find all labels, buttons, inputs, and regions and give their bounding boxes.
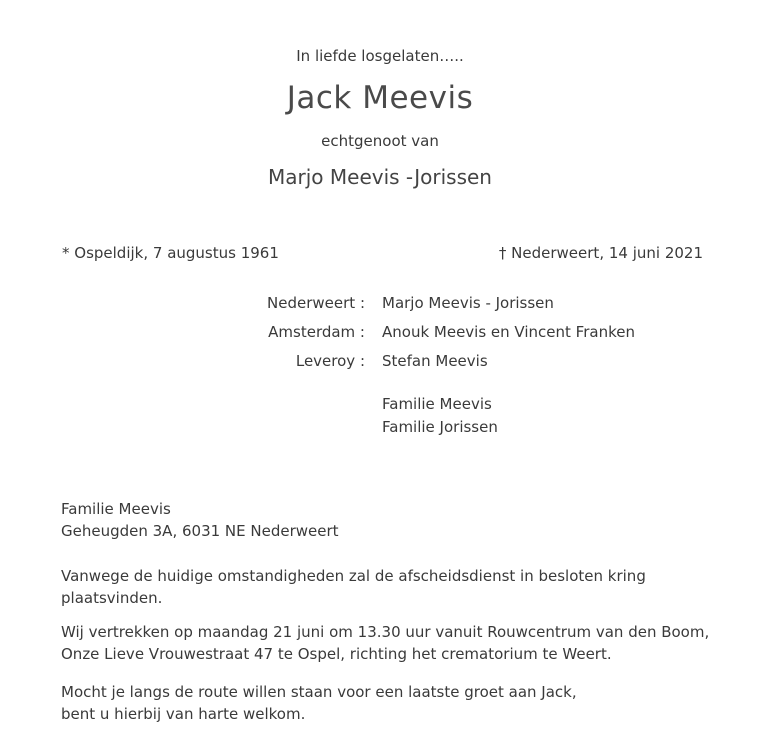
mourners-list (0, 294, 760, 381)
family-name: Familie Meevis (382, 395, 492, 413)
paragraph-line: Mocht je langs de route willen staan voor een laatste groet aan Jack, (61, 683, 577, 701)
mourner-place: Leveroy : (295, 352, 365, 370)
family-name: Familie Jorissen (382, 418, 498, 436)
correspondence-address (61, 498, 339, 542)
paragraph-line: plaatsvinden. (61, 589, 163, 607)
deceased-name: Jack Meevis (286, 80, 474, 116)
address-line: Familie Meevis (61, 500, 171, 518)
mourner-row (0, 323, 760, 352)
birth-info: * Ospeldijk, 7 augustus 1961 (62, 244, 279, 262)
departure-notice (61, 621, 721, 665)
paragraph-line: Vanwege de huidige omstandigheden zal de afscheidsdienst in besloten kring (61, 567, 646, 585)
mourner-row (0, 352, 760, 381)
spouse-name: Marjo Meevis -Jorissen (268, 165, 492, 189)
mourner-place: Nederweert : (267, 294, 365, 312)
mourner-row (0, 294, 760, 323)
paragraph-line: Onze Lieve Vrouwestraat 47 te Ospel, richting het crematorium te Weert. (61, 645, 612, 663)
paragraph-line: Wij vertrekken op maandag 21 juni om 13.30 uur vanuit Rouwcentrum van den Boom, (61, 623, 710, 641)
address-line: Geheugden 3A, 6031 NE Nederweert (61, 522, 339, 540)
mourner-names: Anouk Meevis en Vincent Franken (382, 323, 635, 341)
intro-text: In liefde losgelaten….. (296, 47, 464, 65)
families-list (382, 393, 498, 439)
ceremony-notice (61, 565, 721, 609)
mourner-names: Stefan Meevis (382, 352, 488, 370)
death-info: † Nederweert, 14 juni 2021 (498, 244, 703, 262)
spouse-label: echtgenoot van (321, 132, 439, 150)
mourner-place: Amsterdam : (268, 323, 365, 341)
paragraph-line: bent u hierbij van harte welkom. (61, 705, 306, 723)
route-invitation (61, 681, 721, 725)
mourner-names: Marjo Meevis - Jorissen (382, 294, 554, 312)
